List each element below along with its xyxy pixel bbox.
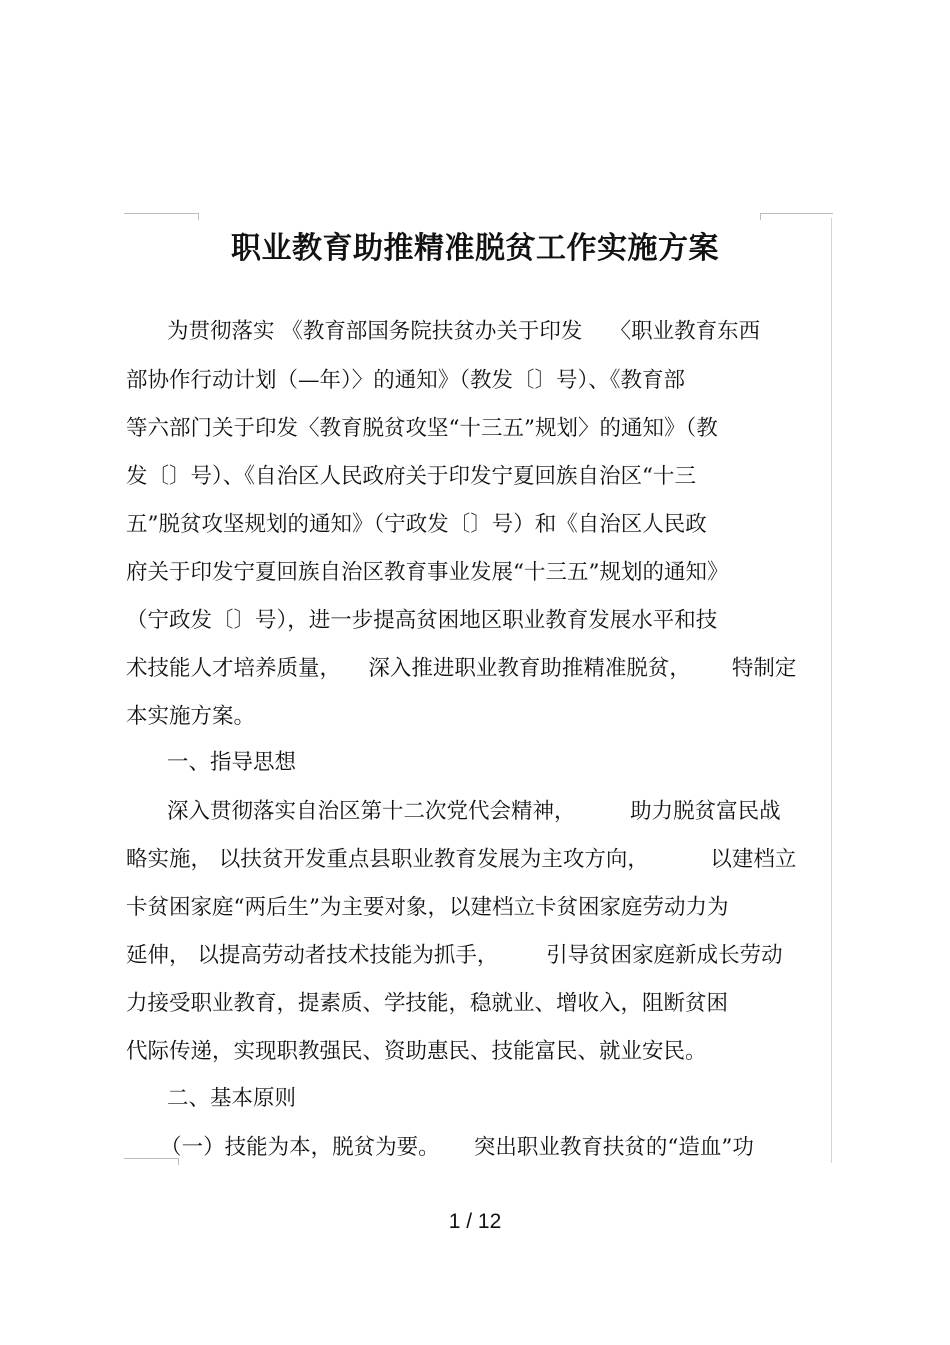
- section-heading: 一、指导思想: [126, 750, 297, 775]
- page-number: 1 / 12: [448, 1210, 502, 1233]
- page-corner-mark-top-left: [124, 213, 199, 220]
- body-line: 术技能人才培养质量， 深入推进职业教育助推精准脱贫， 特制定: [126, 656, 797, 681]
- body-line: 略实施， 以扶贫开发重点县职业教育发展为主攻方向， 以建档立: [126, 847, 797, 872]
- body-line: 代际传递，实现职教强民、资助惠民、技能富民、就业安民。: [126, 1039, 707, 1064]
- document-title: 职业教育助推精准脱贫工作实施方案: [231, 231, 719, 266]
- body-line: 延伸， 以提高劳动者技术技能为抓手， 引导贫困家庭新成长劳动: [126, 943, 783, 968]
- body-line: 府关于印发宁夏回族自治区教育事业发展“十三五”规划的通知》: [126, 560, 729, 585]
- body-line: 深入贯彻落实自治区第十二次党代会精神， 助力脱贫富民战: [126, 799, 781, 824]
- body-line: 为贯彻落实 《教育部国务院扶贫办关于印发 〈职业教育东西: [126, 319, 761, 344]
- body-line: 部协作行动计划（—年）〉的通知》（教发〔〕号）、《教育部: [126, 368, 686, 393]
- body-line: （一）技能为本，脱贫为要。 突出职业教育扶贫的“造血”功: [126, 1135, 754, 1160]
- body-line: （宁政发〔〕号），进一步提高贫困地区职业教育发展水平和技: [126, 608, 718, 633]
- section-heading: 二、基本原则: [126, 1086, 297, 1111]
- body-line: 本实施方案。: [126, 704, 256, 729]
- body-line: 五”脱贫攻坚规划的通知》（宁政发〔〕号）和《自治区人民政: [126, 512, 707, 537]
- body-line: 卡贫困家庭“两后生”为主要对象，以建档立卡贫困家庭劳动力为: [126, 895, 729, 920]
- body-line: 等六部门关于印发〈教育脱贫攻坚“十三五”规划〉的通知》（教: [126, 416, 718, 441]
- body-line: 发〔〕号）、《自治区人民政府关于印发宁夏回族自治区“十三: [126, 464, 696, 489]
- page-right-border: [831, 218, 832, 1163]
- page-corner-mark-top-right: [760, 213, 833, 220]
- body-line: 力接受职业教育，提素质、学技能，稳就业、增收入，阻断贫困: [126, 991, 729, 1016]
